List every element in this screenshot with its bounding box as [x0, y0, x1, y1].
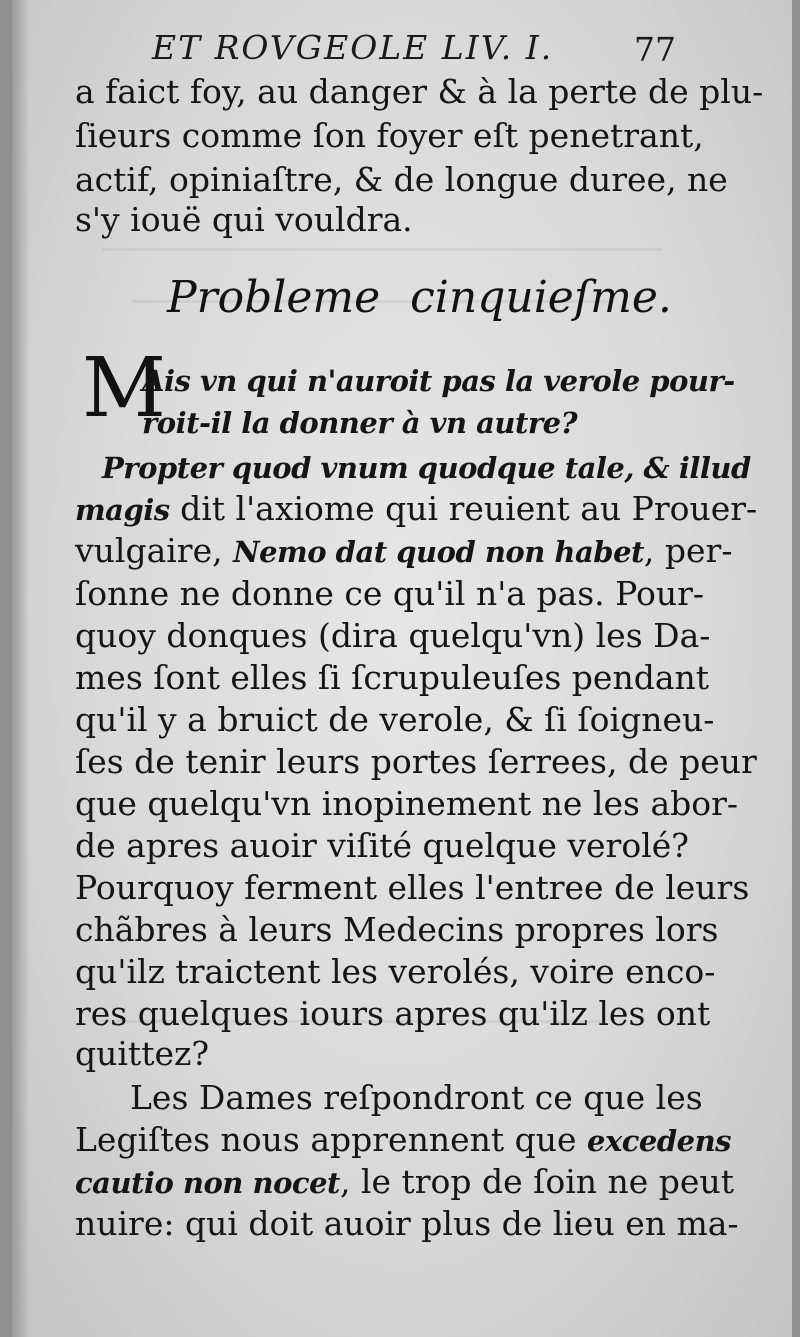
bleed-through-shadow: [102, 248, 662, 251]
latin-quote: Nemo dat quod non habet: [233, 535, 644, 569]
latin-quote: Propter quod vnum quodque tale, & illud: [102, 451, 751, 485]
drop-cap: M: [82, 341, 166, 436]
text-line: a faict foy, au danger & à la perte de plu-: [75, 72, 764, 111]
text-line: Pourquoy ferment elles l'entree de leurs: [75, 868, 750, 907]
text-line: s'y iouë qui vouldra.: [75, 200, 413, 239]
running-head: ET ROVGEOLE LIV. I.: [152, 28, 554, 67]
text-line: chãbres à leurs Medecins propres lors: [75, 910, 719, 949]
text-line: mes ſont elles ſi ſcrupuleuſes pendant: [75, 658, 710, 697]
text-line: [75, 1162, 734, 1203]
text-span: Legiſtes nous apprennent que: [75, 1120, 588, 1159]
text-span: vulgaire,: [75, 531, 234, 570]
text-line: actif, opiniaſtre, & de longue duree, ne: [75, 160, 728, 199]
text-line: qu'il y a bruict de verole, & ſi ſoigneu-: [75, 700, 715, 739]
question-text: Ais vn qui n'auroit pas la verole pour-: [142, 364, 735, 398]
question-line: [142, 402, 685, 443]
text-line: qu'ilz traictent les verolés, voire enco-: [75, 952, 716, 991]
text-line: de apres auoir viſité quelque verolé?: [75, 826, 689, 865]
text-line: [102, 447, 751, 488]
text-line: Les Dames reſpondront ce que les: [130, 1078, 703, 1117]
question-text: roit-il la donner à vn autre?: [142, 406, 578, 440]
text-span: , per-: [643, 531, 733, 570]
text-line: ſonne ne donne ce qu'il n'a pas. Pour-: [75, 574, 705, 613]
text-span: , le trop de ſoin ne peut: [339, 1162, 734, 1201]
text-line: [75, 1120, 732, 1161]
text-line: [75, 531, 733, 572]
text-span: dit l'axiome qui reuient au Prouer-: [169, 489, 758, 528]
text-line: [75, 489, 758, 530]
text-line: que quelqu'vn inopinement ne les abor-: [75, 784, 739, 823]
text-line: ſes de tenir leurs portes ſerrees, de peur: [75, 742, 757, 781]
section-title: Probleme cinquieſme.: [167, 272, 672, 323]
page-number: 77: [634, 30, 676, 69]
text-line: quoy donques (dira quelqu'vn) les Da-: [75, 616, 711, 655]
latin-quote: cautio non nocet: [75, 1166, 340, 1200]
question-line: [142, 360, 735, 401]
text-line: quittez?: [75, 1034, 210, 1073]
latin-quote: magis: [75, 493, 170, 527]
text-line: ſieurs comme ſon foyer eſt penetrant,: [75, 116, 704, 155]
text-line: nuire: qui doit auoir plus de lieu en ma-: [75, 1204, 739, 1243]
latin-quote: excedens: [587, 1124, 732, 1158]
book-page: [12, 0, 792, 1337]
text-line: res quelques iours apres qu'ilz les ont: [75, 994, 711, 1033]
